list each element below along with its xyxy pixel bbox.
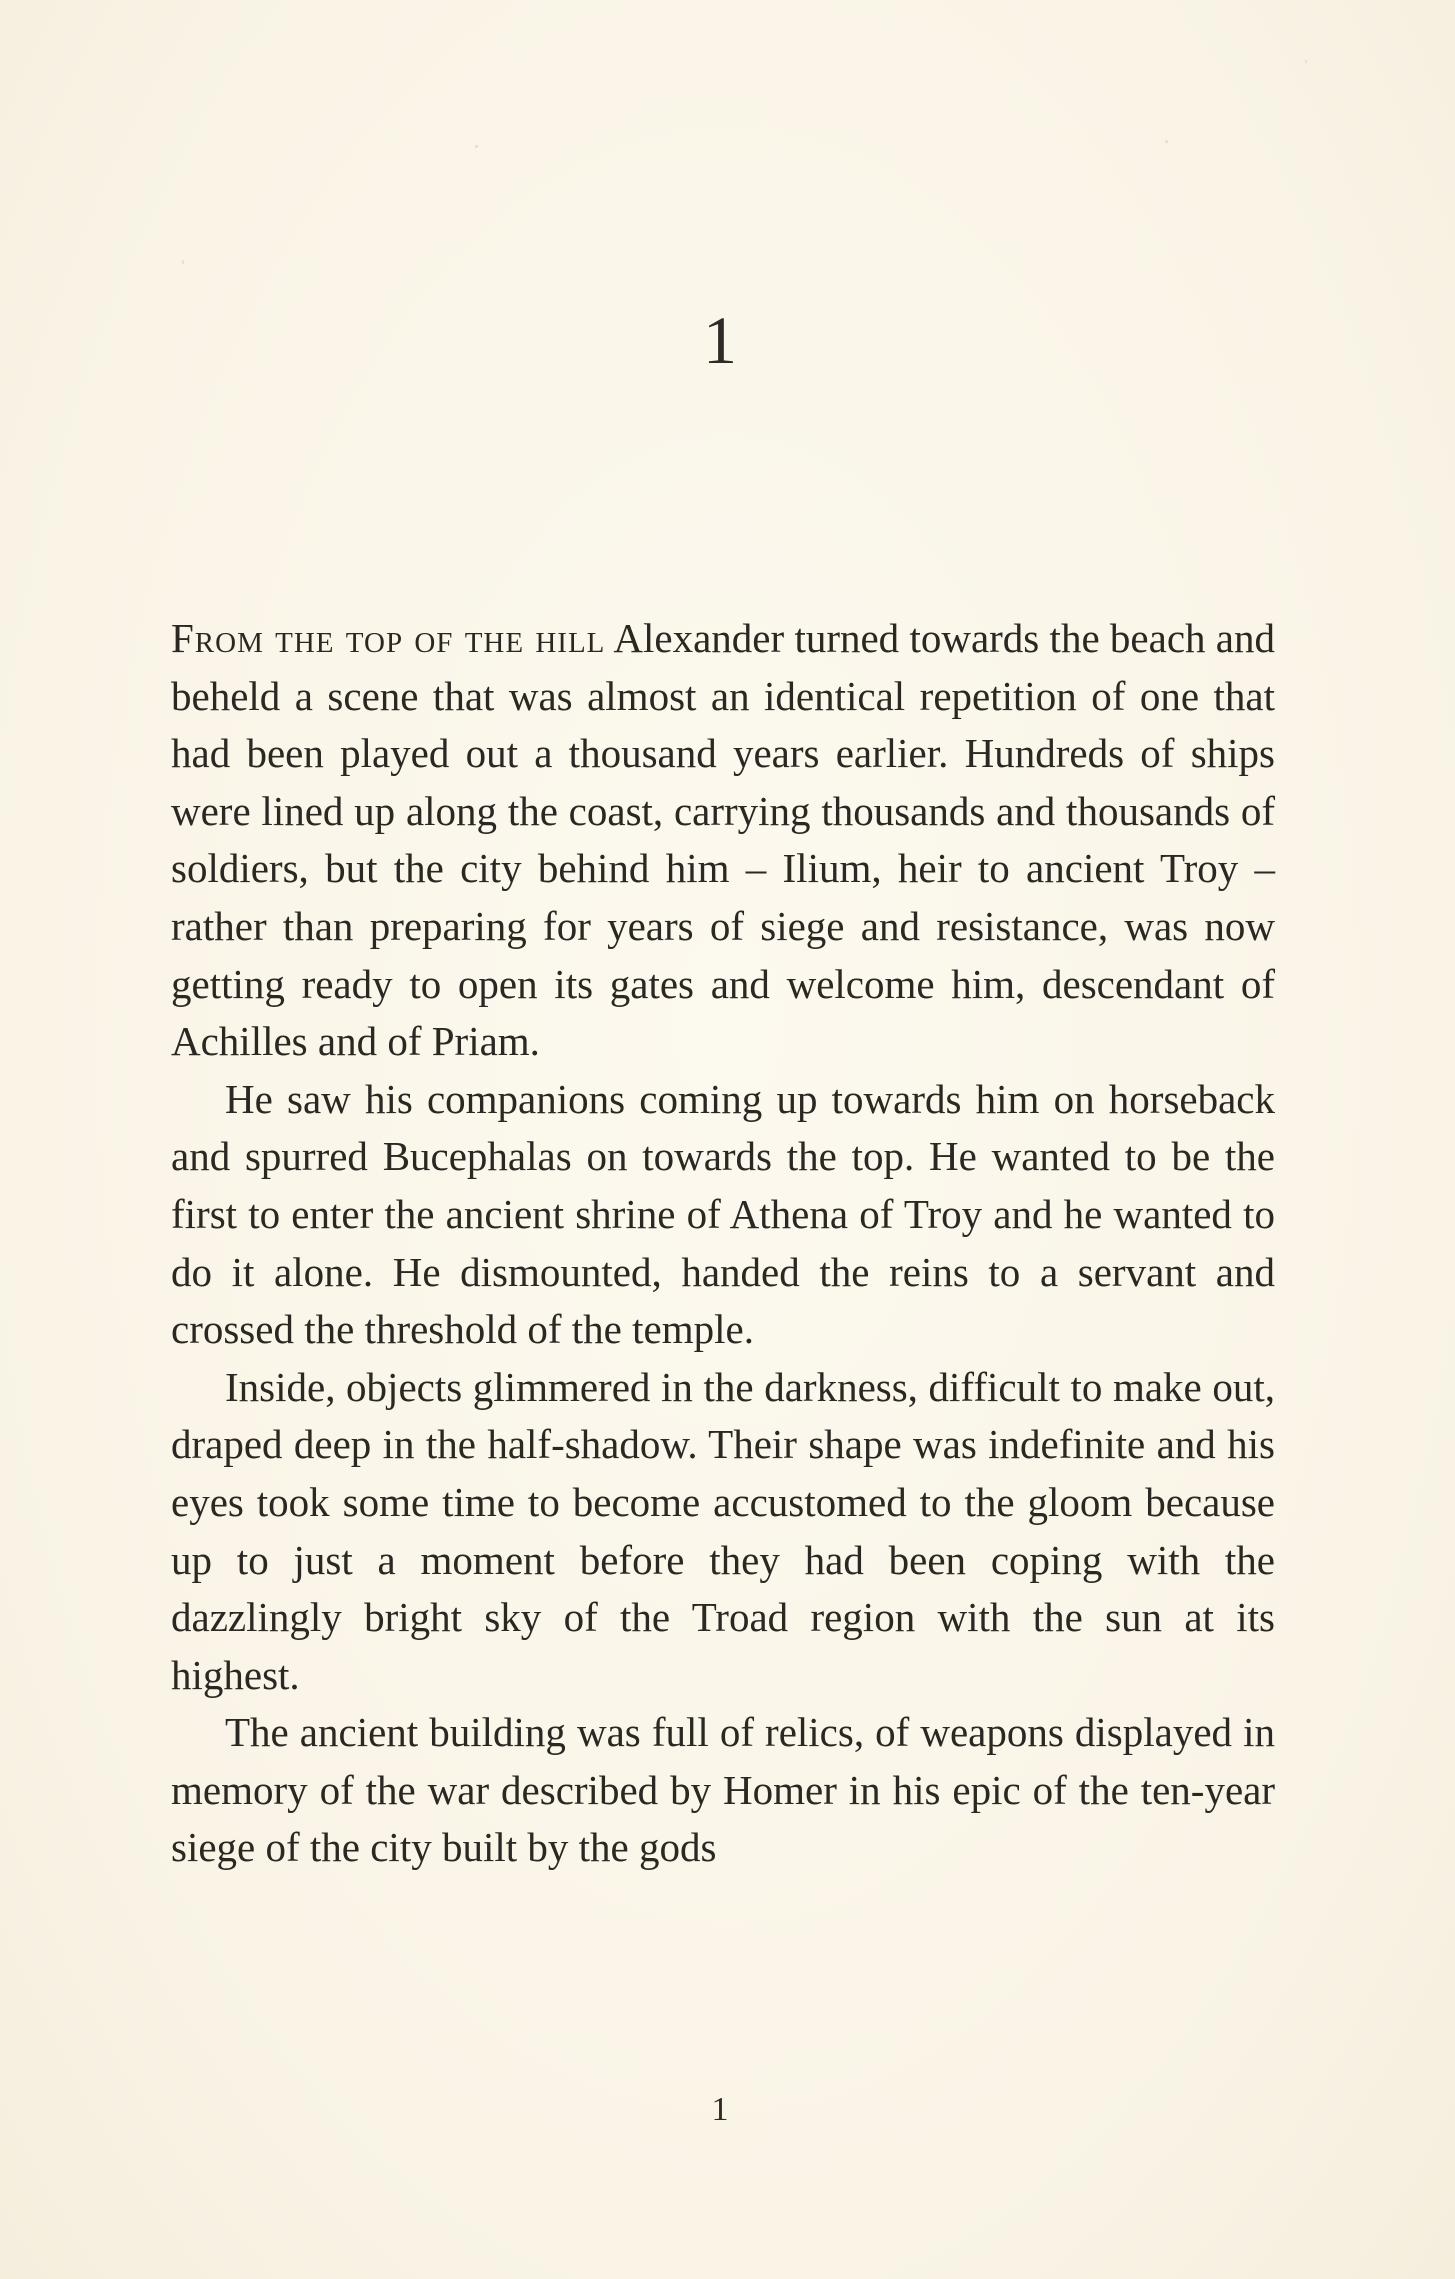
paragraph-lead-smallcaps: From the top of the hill: [171, 615, 606, 661]
chapter-number: 1: [703, 302, 737, 378]
paragraph-text: Alexander turned towards the beach and beheld a scene that was almost an identical repetition of one that had been played out a thousand years earlier. Hundreds of ships were lined up along the coast, carrying thousands and thousands of soldiers, but the city behind him – Ilium, heir to ancient Troy – rather than preparing for years of siege and resistance, was now getting ready to open its gates and welcome him, descendant of Achilles and of Priam.: [171, 615, 1275, 1065]
paragraph-2: He saw his companions coming up towards him on horseback and spurred Bucephalas on towards the top. He wanted to be the first to enter the ancient shrine of Athena of Troy and he wanted to do it alone. He dismounted, handed the reins to a servant and crossed the threshold of the temple.: [171, 1075, 1275, 1353]
paragraph-3: Inside, objects glimmered in the darkness, difficult to make out, draped deep in the half-shadow. Their shape was indefinite and his eyes took some time to become accustomed to the gloom because up to just a moment before they had been coping with the dazzlingly bright sky of the Troad region with the sun at its highest.: [171, 1363, 1275, 1698]
page-number: 1: [711, 2091, 729, 2128]
paragraph-4: The ancient building was full of relics, of weapons displayed in memory of the war described by Homer in his epic of the ten-year siege of the city built by the gods: [171, 1709, 1275, 1871]
paper-speck: [475, 145, 478, 148]
body-text: [171, 610, 1275, 1877]
paper-speck: [1305, 60, 1307, 63]
paper-speck: [182, 260, 184, 264]
paper-speck: [1165, 140, 1168, 143]
paragraph-1: [171, 610, 1275, 1071]
